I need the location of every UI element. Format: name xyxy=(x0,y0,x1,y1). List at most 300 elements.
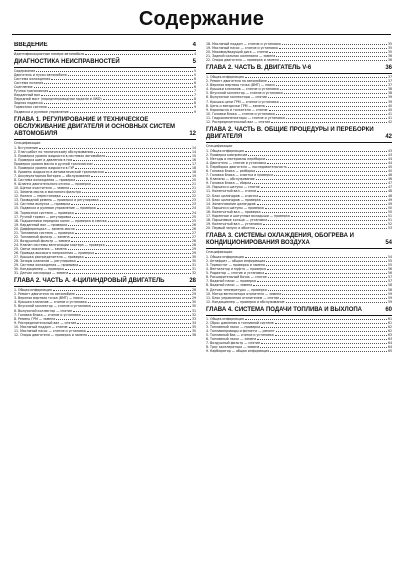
toc-entry-page: 27 xyxy=(191,234,196,239)
toc-entry-title: 5. Впускной коллектор — снятие и установка xyxy=(206,91,283,96)
section-title: ГЛАВА 2. ЧАСТЬ A. 4-ЦИЛИНДРОВЫЙ ДВИГАТЕЛЬ xyxy=(14,278,165,285)
toc-entry[interactable] xyxy=(206,120,392,124)
section-title: ГЛАВА 4. СИСТЕМА ПОДАЧИ ТОПЛИВА И ВЫХЛОПА xyxy=(206,306,363,313)
toc-entry-page: 59 xyxy=(387,299,392,304)
toc-entry-page: 44 xyxy=(387,157,392,162)
dot-leader xyxy=(71,236,191,238)
dot-leader xyxy=(94,151,191,153)
toc-entry-page: 9 xyxy=(193,105,196,110)
toc-entry-title: 1. Общая информация xyxy=(206,75,244,80)
toc-entry-page: 47 xyxy=(387,181,392,186)
toc-entry-page: 35 xyxy=(191,324,196,329)
section-heading[interactable] xyxy=(206,127,392,143)
toc-entry-title: 14. Хонингование цилиндров xyxy=(206,201,256,206)
dot-leader xyxy=(286,117,387,119)
toc-entry-title: 2. Ремонт двигателя на автомобиле xyxy=(206,79,267,84)
dot-leader xyxy=(245,76,387,78)
dot-leader xyxy=(279,47,387,49)
toc-entry-title: 21. Задний сальник коленвала — замена xyxy=(206,54,276,59)
toc-entry-title: 19. Карданный вал — проверка xyxy=(14,222,68,227)
toc-entry-page: 14 xyxy=(191,145,196,150)
toc-entry-page: 30 xyxy=(191,300,196,305)
toc-entry-title: 14. Система выпуска — проверка xyxy=(14,202,71,207)
toc-entry-title: Ручная трансмиссия xyxy=(14,89,49,94)
toc-entry-page: 48 xyxy=(387,193,392,198)
section-title: ВВЕДЕНИЕ xyxy=(14,42,48,48)
dot-leader xyxy=(261,326,387,328)
toc-entry-title: 19. Масляный насос — снятие и установка xyxy=(206,46,278,51)
toc-entry-title: 11. Замена масла и масляного фильтра xyxy=(14,190,81,195)
toc-entry-page: 6 xyxy=(193,81,196,86)
toc-entry-title: 23. Воздушный фильтр — замена xyxy=(14,238,71,243)
toc-entry-title: Система питания xyxy=(14,81,44,86)
toc-entry-title: 9. Датчик температуры — проверка xyxy=(206,287,267,292)
toc-entry-title: 26. Провода высокого напряжения — проверка xyxy=(14,250,95,255)
toc-entry-title: 4. Двигатель — снятие и установка xyxy=(206,161,267,166)
dot-leader xyxy=(76,293,191,295)
toc-entry-page: 46 xyxy=(387,173,392,178)
toc-entry[interactable] xyxy=(206,58,392,62)
dot-leader xyxy=(267,268,387,270)
toc-entry-title: 6. Топливный насос — замена xyxy=(206,336,257,341)
dot-leader xyxy=(288,166,387,168)
toc-column-right xyxy=(206,42,392,562)
toc-entry-page: 28 xyxy=(191,242,196,247)
toc-entry-title: 13. Приводной ремень — проверка и регулировка xyxy=(14,198,99,203)
toc-entry-page: 26 xyxy=(191,222,196,227)
toc-entry[interactable] xyxy=(14,52,196,56)
toc-entry-page: 26 xyxy=(191,226,196,231)
dot-leader xyxy=(286,301,387,303)
dot-leader xyxy=(263,223,387,225)
toc-entry-page: 25 xyxy=(191,218,196,223)
toc-entry[interactable] xyxy=(14,110,196,114)
toc-entry-title: 15. Подвеска и рулевое управление — проверка xyxy=(14,206,96,211)
toc-entry-title: 10. Головки блока — снятие и установка xyxy=(206,111,275,116)
toc-entry-title: 12. Колеса — перестановка xyxy=(14,194,61,199)
dot-leader xyxy=(106,155,191,157)
toc-entry-page: 33 xyxy=(191,316,196,321)
toc-entry-title: 2. Проверка компрессии xyxy=(206,153,248,158)
dot-leader xyxy=(276,55,387,57)
toc-entry-page: 39 xyxy=(387,95,392,100)
toc-entry-page: 37 xyxy=(387,75,392,80)
toc-entry-page: 18 xyxy=(191,170,196,175)
dot-leader xyxy=(284,92,387,94)
toc-entry-page: 5 xyxy=(193,69,196,74)
toc-entry-title: 1. Общая информация xyxy=(206,316,244,321)
dot-leader xyxy=(76,228,191,230)
dot-leader xyxy=(256,178,387,180)
toc-entry-page: 55 xyxy=(387,259,392,264)
toc-entry-page: 7 xyxy=(193,93,196,98)
dot-leader xyxy=(268,219,387,221)
section-page: 60 xyxy=(385,306,392,313)
toc-entry-title: 12. Блок цилиндров — очистка xyxy=(206,193,259,198)
toc-entry-title: 8. Цепь и звездочки ГРМ — замена xyxy=(206,103,265,108)
dot-leader xyxy=(103,98,193,100)
toc-entry-page: 28 xyxy=(191,288,196,293)
dot-leader xyxy=(280,101,387,103)
dot-leader xyxy=(44,82,193,84)
toc-entry-title: 12. Распределительный вал — снятие xyxy=(206,119,271,124)
title-divider xyxy=(12,34,391,35)
toc-entry-title: 12. Опоры двигателя — проверка и замена xyxy=(14,332,87,337)
toc-entry-title: 3. Термостат — проверка и замена xyxy=(206,263,265,268)
toc-entry-title: 4. Проверка шин и давления в них xyxy=(14,157,73,162)
toc-entry-page: 22 xyxy=(191,194,196,199)
toc-entry-title: 20. Дифференциал — замена масла xyxy=(14,226,75,231)
toc-entry-title: 4. Топливопроводы и фитинги — ремонт xyxy=(206,328,275,333)
dot-leader xyxy=(71,203,191,205)
toc-entry-title: 17. Ручной тормоз — регулировка xyxy=(14,214,72,219)
toc-entry-title: Подвеска и рулевое управление xyxy=(14,109,69,114)
dot-leader xyxy=(100,199,191,201)
toc-entry-title: Система охлаждения xyxy=(14,77,51,82)
toc-entry-page: 57 xyxy=(387,279,392,284)
toc-entry-page: 58 xyxy=(387,283,392,288)
toc-entry-page: 41 xyxy=(387,115,392,120)
toc-entry-title: 1. Общая информация xyxy=(206,255,244,260)
toc-entry-title: 5. Переборка двигателя — последовательность xyxy=(206,165,288,170)
toc-entry-page: 59 xyxy=(387,291,392,296)
toc-entry-title: 5. Топливный бак — снятие и установка xyxy=(206,332,274,337)
toc-entry-page: 53 xyxy=(387,225,392,230)
section-heading[interactable] xyxy=(206,307,392,316)
toc-entry-page: 32 xyxy=(191,312,196,317)
toc-section xyxy=(14,59,196,114)
section-page: 54 xyxy=(385,239,392,246)
dot-leader xyxy=(282,43,387,45)
toc-entry-page: 57 xyxy=(387,275,392,280)
toc-section xyxy=(14,42,196,56)
section-heading[interactable] xyxy=(14,117,196,140)
dot-leader xyxy=(265,272,387,274)
dot-leader xyxy=(266,260,387,262)
toc-entry-title: 7. Крышка цепи ГРМ — снятие и установка xyxy=(206,99,279,104)
dot-leader xyxy=(269,51,386,53)
toc-entry-title: 19. Коленчатый вал — установка xyxy=(206,221,262,226)
toc-entry-page: 34 xyxy=(191,320,196,325)
toc-entry-title: 18. Поршневые кольца — установка xyxy=(206,217,268,222)
dot-leader xyxy=(262,199,387,201)
dot-leader xyxy=(95,252,191,254)
section-subheading: Спецификации xyxy=(206,143,233,148)
dot-leader xyxy=(84,297,191,299)
dot-leader xyxy=(79,264,191,266)
toc-entry-page: 25 xyxy=(191,214,196,219)
toc-section xyxy=(206,233,392,304)
dot-leader xyxy=(268,276,387,278)
dot-leader xyxy=(257,280,387,282)
toc-entry-title: 29. Система охлаждения — промывка xyxy=(14,263,79,268)
toc-entry-page: 37 xyxy=(387,79,392,84)
dot-leader xyxy=(257,190,387,192)
section-title: ГЛАВА 1. РЕГУЛИРОВАНИЕ И ТЕХНИЧЕСКОЕ ОБСЛУЖИВАНИЕ ДВИГАТЕЛЯ И ОСНОВНЫХ СИСТЕМ АВТОМОБИЛЯ xyxy=(14,116,175,137)
dot-leader xyxy=(88,334,191,336)
toc-entry-page: 4 xyxy=(193,52,196,56)
section-title: ГЛАВА 3. СИСТЕМЫ ОХЛАЖДЕНИЯ, ОБОГРЕВА И КОНДИЦИОНИРОВАНИЯ ВОЗДУХА xyxy=(206,232,354,246)
toc-entry-title: 8. Система охлаждения — проверка xyxy=(14,178,76,183)
toc-section xyxy=(206,307,392,353)
dot-leader xyxy=(253,284,387,286)
toc-entry-title: 22. Опоры двигателя — проверка и замена xyxy=(206,58,279,63)
toc-entry-title: Передний мост (переднеприводные модели и 4WD) xyxy=(14,97,102,102)
dot-leader xyxy=(70,187,191,189)
toc-entry-title: 9. Распределительный вал — снятие xyxy=(14,320,77,325)
dot-leader xyxy=(72,216,191,218)
toc-entry-page: 59 xyxy=(387,295,392,300)
dot-leader xyxy=(41,94,193,96)
dot-leader xyxy=(76,179,191,181)
dot-leader xyxy=(88,301,191,303)
dot-leader xyxy=(75,232,191,234)
toc-entry-page: 31 xyxy=(191,308,196,313)
toc-entry-title: 8. Трос акселератора — замена xyxy=(206,345,260,350)
toc-entry-page: 7 xyxy=(193,89,196,94)
toc-entry-page: 27 xyxy=(191,230,196,235)
toc-entry-page: 47 xyxy=(387,185,392,190)
section-title: ДИАГНОСТИКА НЕИСПРАВНОСТЕЙ xyxy=(14,59,120,66)
dot-leader xyxy=(68,74,193,76)
toc-entry-page: 22 xyxy=(191,190,196,195)
toc-entry-title: 24. Клапан системы вентиляции картера — проверка xyxy=(14,242,105,247)
dot-leader xyxy=(82,191,191,193)
toc-entry-page: 35 xyxy=(387,46,392,51)
toc-entry-page: 8 xyxy=(193,97,196,102)
dot-leader xyxy=(87,330,191,332)
toc-entry-title: 8. Ремень ГРМ — замена xyxy=(14,316,56,321)
toc-entry-title: 8. Клапаны — обслуживание xyxy=(206,177,255,182)
toc-entry-title: 7. Воздушный фильтр — снятие xyxy=(206,340,261,345)
toc-entry-page: 17 xyxy=(191,161,196,166)
toc-section xyxy=(14,117,196,276)
dot-leader xyxy=(276,84,387,86)
toc-entry-title: 9. Головка блока — сборка xyxy=(206,181,252,186)
section-heading[interactable] xyxy=(206,65,392,74)
dot-leader xyxy=(268,289,387,291)
toc-entry-page: 24 xyxy=(191,206,196,211)
toc-entry-page: 46 xyxy=(387,177,392,182)
dot-leader xyxy=(280,88,387,90)
toc-entry-title: 2. План работ по техническому обслуживанию xyxy=(14,149,94,154)
toc-entry-title: 6. Головка блока — разборка xyxy=(206,169,256,174)
dot-leader xyxy=(49,90,193,92)
toc-entry-page: 35 xyxy=(387,50,392,55)
dot-leader xyxy=(94,163,191,165)
dot-leader xyxy=(92,305,191,307)
toc-entry-page: 30 xyxy=(191,255,196,260)
toc-entry-page: 19 xyxy=(191,174,196,179)
toc-entry-title: 7. Головка блока — снятие и установка xyxy=(14,312,81,317)
section-page: 42 xyxy=(385,133,392,140)
toc-entry-page: 31 xyxy=(191,263,196,268)
toc-entry-page: 8 xyxy=(193,101,196,106)
toc-entry-page: 36 xyxy=(387,54,392,59)
toc-entry-title: 8. Водяной насос — замена xyxy=(206,283,253,288)
toc-entry-title: 18. Подшипники передних колес — проверка и смазка xyxy=(14,218,107,223)
dot-leader xyxy=(77,260,191,262)
toc-entry-title: 13. Блок цилиндров — проверка xyxy=(206,197,261,202)
toc-entry-page: 56 xyxy=(387,267,392,272)
toc-entry-page: 58 xyxy=(387,287,392,292)
dot-leader xyxy=(265,207,387,209)
toc-entry-title: 3. Верхняя мертвая точка (ВМТ) — поиск xyxy=(206,83,276,88)
toc-entry-title: 6. Выпускной коллектор — снятие xyxy=(14,308,73,313)
toc-entry-title: 3. Методы и материалы переборки xyxy=(206,157,266,162)
section-page: 5 xyxy=(192,59,196,66)
dot-leader xyxy=(92,183,191,185)
toc-entry-title: 3. Верхняя мертвая точка (ВМТ) — поиск xyxy=(14,296,84,301)
toc-entry-page: 62 xyxy=(387,328,392,333)
toc-entry-page: 30 xyxy=(191,259,196,264)
toc-entry-page: 63 xyxy=(387,336,392,341)
dot-leader xyxy=(261,342,387,344)
section-page: 12 xyxy=(189,130,196,137)
toc-entry-title: Двигатель и пуски автомобиля xyxy=(14,73,67,78)
toc-entry-title: 22. Топливный фильтр — замена xyxy=(14,234,70,239)
toc-entry-title: 10. Щетки очистителя — замена xyxy=(14,186,70,191)
toc-entry-page: 29 xyxy=(191,292,196,297)
toc-entry[interactable] xyxy=(14,333,196,337)
toc-entry-title: Проверка уровня масла в ручной трансмиссии xyxy=(14,161,93,166)
dot-leader xyxy=(65,268,191,270)
toc-entry[interactable] xyxy=(206,226,392,230)
toc-entry-title: 4. Крышки клапанов — снятие и установка xyxy=(206,87,279,92)
toc-entry-page: 6 xyxy=(193,85,196,90)
section-heading[interactable] xyxy=(206,233,392,249)
dot-leader xyxy=(34,86,193,88)
toc-entry-page: 24 xyxy=(191,210,196,215)
toc-entry-title: 10. Масляный поддон — снятие xyxy=(14,324,68,329)
toc-entry-title: 18. Масляный поддон — снятие и установка xyxy=(206,42,281,46)
toc-entry-page: 54 xyxy=(387,255,392,260)
dot-leader xyxy=(291,215,387,217)
toc-entry-title: 17. Коренные и шатунные вкладыши — проверка xyxy=(206,213,290,218)
toc-entry-page: 21 xyxy=(191,182,196,187)
section-heading[interactable] xyxy=(14,59,196,68)
toc-entry[interactable] xyxy=(14,271,196,275)
dot-leader xyxy=(266,158,387,160)
toc-entry-title: 11. Масляный насос — снятие и установка xyxy=(14,328,86,333)
dot-leader xyxy=(69,272,191,274)
toc-entry[interactable] xyxy=(206,300,392,304)
section-heading[interactable] xyxy=(14,278,196,287)
toc-entry-title: Задняя подвеска xyxy=(14,101,43,106)
toc-entry-title: Идентификационные номера автомобиля xyxy=(14,52,85,56)
section-heading[interactable] xyxy=(14,42,196,51)
toc-entry-title: 5. Радиатор — снятие и установка xyxy=(206,271,265,276)
toc-entry-page: 15 xyxy=(191,153,196,158)
dot-leader xyxy=(269,109,387,111)
toc-entry-title: 1. Общая информация xyxy=(14,288,52,293)
toc-entry-page: 5 xyxy=(193,73,196,78)
dot-leader xyxy=(51,78,193,80)
toc-entry-page: 36 xyxy=(191,332,196,337)
toc-entry-title: 9. Карбюратор — общая информация xyxy=(206,349,270,354)
dot-leader xyxy=(248,154,387,156)
dot-leader xyxy=(91,175,191,177)
toc-entry-page: 45 xyxy=(387,165,392,170)
section-page: 36 xyxy=(385,65,392,72)
toc-entry-page: 38 xyxy=(387,87,392,92)
dot-leader xyxy=(85,256,191,258)
toc-entry-title: 6. Уровень жидкости в автоматической трансмиссии xyxy=(14,170,104,175)
toc-entry-page: 45 xyxy=(387,169,392,174)
toc-entry-title: 11. Коленчатый вал — снятие xyxy=(206,189,257,194)
toc-entry-page: 50 xyxy=(387,209,392,214)
toc-entry-page: 20 xyxy=(191,178,196,183)
dot-leader xyxy=(44,102,193,104)
section-page: 28 xyxy=(189,278,196,285)
dot-leader xyxy=(256,170,387,172)
toc-entry-page: 23 xyxy=(191,198,196,203)
dot-leader xyxy=(276,330,387,332)
toc-entry-page: 43 xyxy=(387,153,392,158)
toc-entry-page: 40 xyxy=(387,107,392,112)
toc-entry-title: 12. Кондиционер — проверка и обслуживание xyxy=(206,299,285,304)
toc-entry-title: 28. Зазоры клапанов — регулировка xyxy=(14,259,76,264)
toc-entry-page: 28 xyxy=(191,238,196,243)
toc-entry-title: 5. Проверка уровня жидкости в ГУР xyxy=(14,166,75,170)
dot-leader xyxy=(56,318,191,320)
toc-entry-page: 38 xyxy=(387,91,392,96)
toc-entry-title: 6. Расширительный бачок — снятие xyxy=(206,275,267,280)
toc-entry-title: 4. Вентилятор и муфта — проверка xyxy=(206,267,266,272)
toc-section xyxy=(206,127,392,230)
page-title: Содержание xyxy=(138,8,265,30)
dot-leader xyxy=(71,240,190,242)
toc-entry-page: 65 xyxy=(387,349,392,354)
toc-entry-page: 35 xyxy=(191,328,196,333)
dot-leader xyxy=(68,224,191,226)
section-title: ГЛАВА 2. ЧАСТЬ B. ОБЩИЕ ПРОЦЕДУРЫ И ПЕРЕБОРКИ ДВИГАТЕЛЯ xyxy=(206,126,374,140)
toc-entry-title: 5. Впускной коллектор — снятие и установка xyxy=(14,304,91,309)
toc-entry-title: 1. Вступление xyxy=(14,145,38,150)
dot-leader xyxy=(39,147,191,149)
dot-leader xyxy=(36,70,193,72)
dot-leader xyxy=(270,350,387,352)
toc-entry-title: Карданный вал xyxy=(14,93,41,98)
dot-leader xyxy=(73,159,191,161)
toc-entry-title: 3. Топливный насос — проверка xyxy=(206,324,261,329)
toc-entry-title: 11. Гидрокомпенсаторы — снятие и установка xyxy=(206,115,285,120)
section-page: 4 xyxy=(192,42,196,48)
toc-entry-page: 9 xyxy=(193,109,196,114)
toc-entry-page: 63 xyxy=(387,332,392,337)
toc-entry-title: 21. Топливная система — проверка xyxy=(14,230,74,235)
toc-entry-page: 44 xyxy=(387,161,392,166)
dot-leader xyxy=(75,167,191,169)
toc-entry-page: 39 xyxy=(387,99,392,104)
dot-leader xyxy=(108,220,191,222)
toc-entry-page: 29 xyxy=(191,246,196,251)
dot-leader xyxy=(252,182,387,184)
toc-entry-title: 2. Сброс давления в топливной системе xyxy=(206,320,274,325)
toc-entry-page: 49 xyxy=(387,201,392,206)
toc-entry-page: 51 xyxy=(387,217,392,222)
dot-leader xyxy=(268,80,387,82)
toc-entry-title: 9. Коромысла и толкатели — снятие xyxy=(206,107,268,112)
toc-section xyxy=(206,42,392,62)
dot-leader xyxy=(261,186,387,188)
toc-entry-title: 4. Крышка клапанов — снятие и установка xyxy=(14,300,87,305)
toc-entry-page: 14 xyxy=(191,149,196,154)
dot-leader xyxy=(68,248,191,250)
dot-leader xyxy=(271,121,387,123)
toc-entry-title: 7. Водяной насос — проверка xyxy=(206,279,256,284)
toc-entry[interactable] xyxy=(206,349,392,353)
